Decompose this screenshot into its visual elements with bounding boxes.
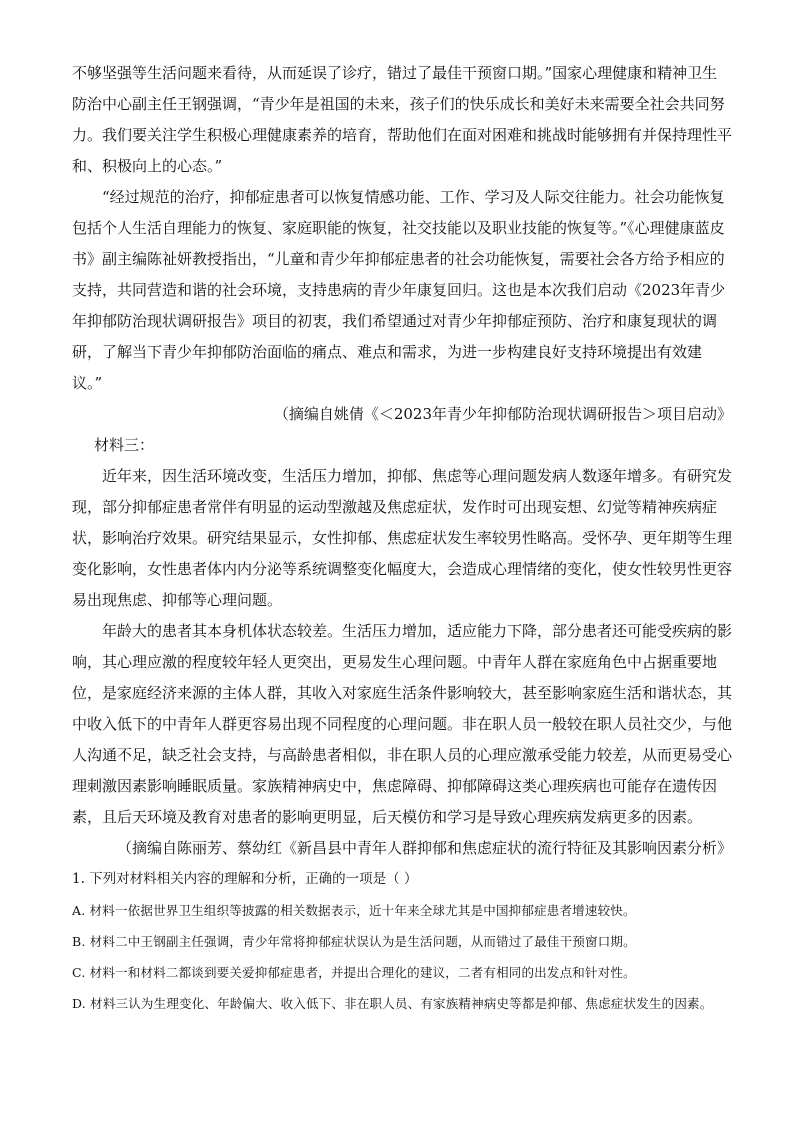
option-a: A. 材料一依据世界卫生组织等披露的相关数据表示，近十年来全球尤其是中国抑郁症患者增速较快。 (72, 903, 636, 918)
paragraph-material3-1: 近年来，因生活环境改变，生活压力增加，抑郁、焦虑等心理问题发病人数逐年增多。有研究发现，部分抑郁症患者常伴有明显的运动型激越及焦虑症状，发作时可出现妄想、幻觉等精神疾病症状，影响治疗效果。研究结果显示，女性抑郁、焦虑症状发生率较男性略高。受怀孕、更年期等生理变化影响，女性患者体内内分泌等系统调整变化幅度大，会造成心理情绪的变化，使女性较男性更容易出现焦虑、抑郁等心理问题。 (72, 467, 733, 609)
option-d: D. 材料三认为生理变化、年龄偏大、收入低下、非在职人员、有家族精神病史等都是抑郁、焦虑症状发生的因素。 (72, 996, 713, 1011)
paragraph-material2-end: 不够坚强等生活问题来看待，从而延误了诊疗，错过了最佳干预窗口期。”国家心理健康和精神卫生防治中心副主任王钢强调，“青少年是祖国的未来，孩子们的快乐成长和美好未来需要全社会共同努力。我们要关注学生积极心理健康素养的培育，帮助他们在面对困难和挑战时能够拥有并保持理性平和、积极向上的心态。” (72, 64, 733, 175)
option-b: B. 材料二中王钢副主任强调，青少年常将抑郁症状误认为是生活问题，从而错过了最佳干预窗口期。 (72, 934, 636, 949)
question-stem: 1. 下列对材料相关内容的理解和分析，正确的一项是（ ） (72, 871, 418, 887)
source-citation-2: （摘编自陈丽芳、蔡幼红《新昌县中青年人群抑郁和焦虑症状的流行特征及其影响因素分析》 (116, 839, 732, 857)
document-page (72, 58, 732, 1019)
option-c: C. 材料一和材料二都谈到要关爱抑郁症患者，并提出合理化的建议，二者有相同的出发点和针对性。 (72, 965, 636, 980)
source-citation-1: （摘编自姚倩《＜2023年青少年抑郁防治现状调研报告＞项目启动》 (273, 405, 732, 423)
paragraph-material3-2: 年龄大的患者其本身机体状态较差。生活压力增加，适应能力下降，部分患者还可能受疾病的影响，其心理应激的程度较年轻人更突出，更易发生心理问题。中青年人群在家庭角色中占据重要地位，是家庭经济来源的主体人群，其收入对家庭生活条件影响较大，甚至影响家庭生活和谐状态，其中收入低下的中青年人群更容易出现不同程度的心理问题。非在职人员一般较在职人员社交少，与他人沟通不足，缺乏社会支持，与高龄患者相似，非在职人员的心理应激承受能力较差，从而更易受心理刺激因素影响睡眠质量。家族精神病史中，焦虑障碍、抑郁障碍这类心理疾病也可能存在遗传因素，且后天环境及教育对患者的影响更明显，后天模仿和学习是导致心理疾病发病更多的因素。 (72, 622, 733, 826)
material3-label: 材料三： (94, 436, 155, 454)
paragraph-material2-quote: “经过规范的治疗，抑郁症患者可以恢复情感功能、工作、学习及人际交往能力。社会功能恢复包括个人生活自理能力的恢复、家庭职能的恢复，社交技能以及职业技能的恢复等。”《心理健康蓝皮书》副主编陈祉妍教授指出，“儿童和青少年抑郁症患者的社会功能恢复，需要社会各方给予相应的支持，共同营造和谐的社会环境，支持患病的青少年康复回归。这也是本次我们启动《2023年青少年抑郁防治现状调研报告》项目的初衷，我们希望通过对青少年抑郁症预防、治疗和康复现状的调研，了解当下青少年抑郁防治面临的痛点、难点和需求，为进一步构建良好支持环境提出有效建议。” (72, 188, 726, 392)
